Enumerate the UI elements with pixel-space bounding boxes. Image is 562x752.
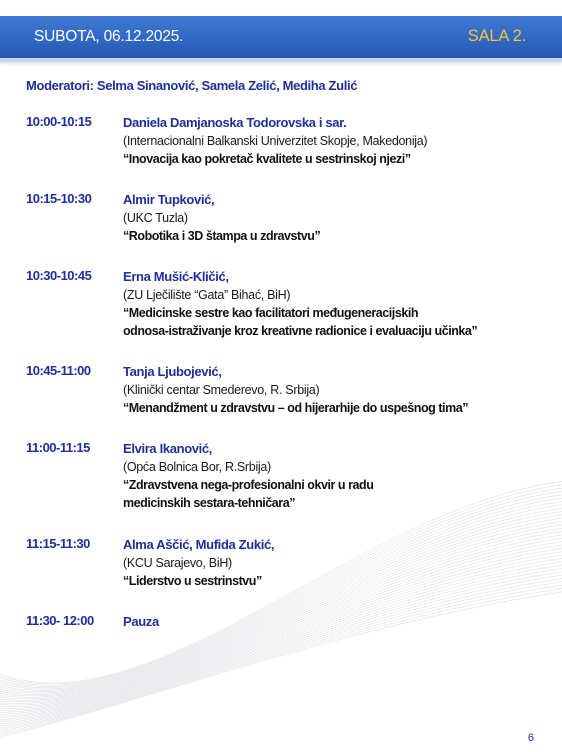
session-institution: (UKC Tuzla) [123,211,188,225]
session-time: 10:15-10:30 [26,191,92,206]
session-institution: (Internacionalni Balkanski Univerzitet Skopje, Makedonija) [123,134,428,148]
wave-line [0,583,562,736]
wave-line [0,493,562,687]
wave-line [0,500,562,690]
session-speaker: Tanja Ljubojević, [123,364,222,379]
session-speaker: Daniela Damjanoska Todorovska i sar. [123,115,347,130]
session-time: 11:15-11:30 [26,536,90,551]
break-label: Pauza [123,614,159,629]
wave-line [0,567,562,726]
session-title-line-1: “Zdravstvena nega-profesionalni okvir u radu [123,478,374,492]
session-title: “Liderstvo u sestrinstvu” [123,574,262,588]
session-details [123,268,543,340]
wave-line [0,570,562,727]
wave-line [0,577,562,732]
session-details [123,191,543,245]
wave-line [0,503,562,691]
header-date: SUBOTA, 06.12.2025. [34,28,184,45]
page-number: 6 [527,732,534,744]
session-speaker: Almir Tupković, [123,192,215,207]
session-details [123,613,543,631]
wave-line [0,507,562,693]
session-institution: (Klinički centar Smederevo, R. Srbija) [123,383,320,397]
moderators-line: Moderatori: Selma Sinanović, Samela Zelić, Mediha Zulić [26,78,358,93]
header-hall: SALA 2. [467,27,526,45]
session-institution: (ZU Lječilište “Gata” Bihać, BiH) [123,288,291,302]
wave-line [0,580,562,734]
session-title: “Robotika i 3D štampa u zdravstvu” [123,229,321,243]
session-time: 10:00-10:15 [26,114,92,129]
header-bar [0,16,562,62]
wave-line [0,587,562,738]
wave-line [0,497,562,689]
session-title: “Inovacija kao pokretač kvalitete u sestrinskoj njezi” [123,152,411,166]
session-details [123,363,543,417]
session-details [123,114,543,168]
session-time: 10:45-11:00 [26,363,91,378]
session-speaker: Erna Mušić-Kličić, [123,269,229,284]
session-time: 10:30-10:45 [26,268,92,283]
session-title: “Menandžment u zdravstvu – od hijerarhije do uspešnog tima” [123,401,469,415]
wave-line [0,573,562,729]
session-institution: (KCU Sarajevo, BiH) [123,556,232,570]
session-speaker: Elvira Ikanović, [123,441,213,456]
session-speaker: Alma Aščić, Mufida Zukić, [123,537,275,552]
session-time: 11:00-11:15 [26,440,90,455]
session-time: 11:30- 12:00 [26,613,94,628]
session-details [123,440,543,512]
session-title-line-2: odnosa-istraživanje kroz kreativne radionice i evaluaciju učinka” [123,324,478,338]
session-details [123,536,543,590]
session-title-line-2: medicinskih sestara-tehničara” [123,496,295,510]
session-institution: (Opća Bolnica Bor, R.Srbija) [123,460,271,474]
session-title-line-1: “Medicinske sestre kao facilitatori međugeneracijskih [123,306,419,320]
